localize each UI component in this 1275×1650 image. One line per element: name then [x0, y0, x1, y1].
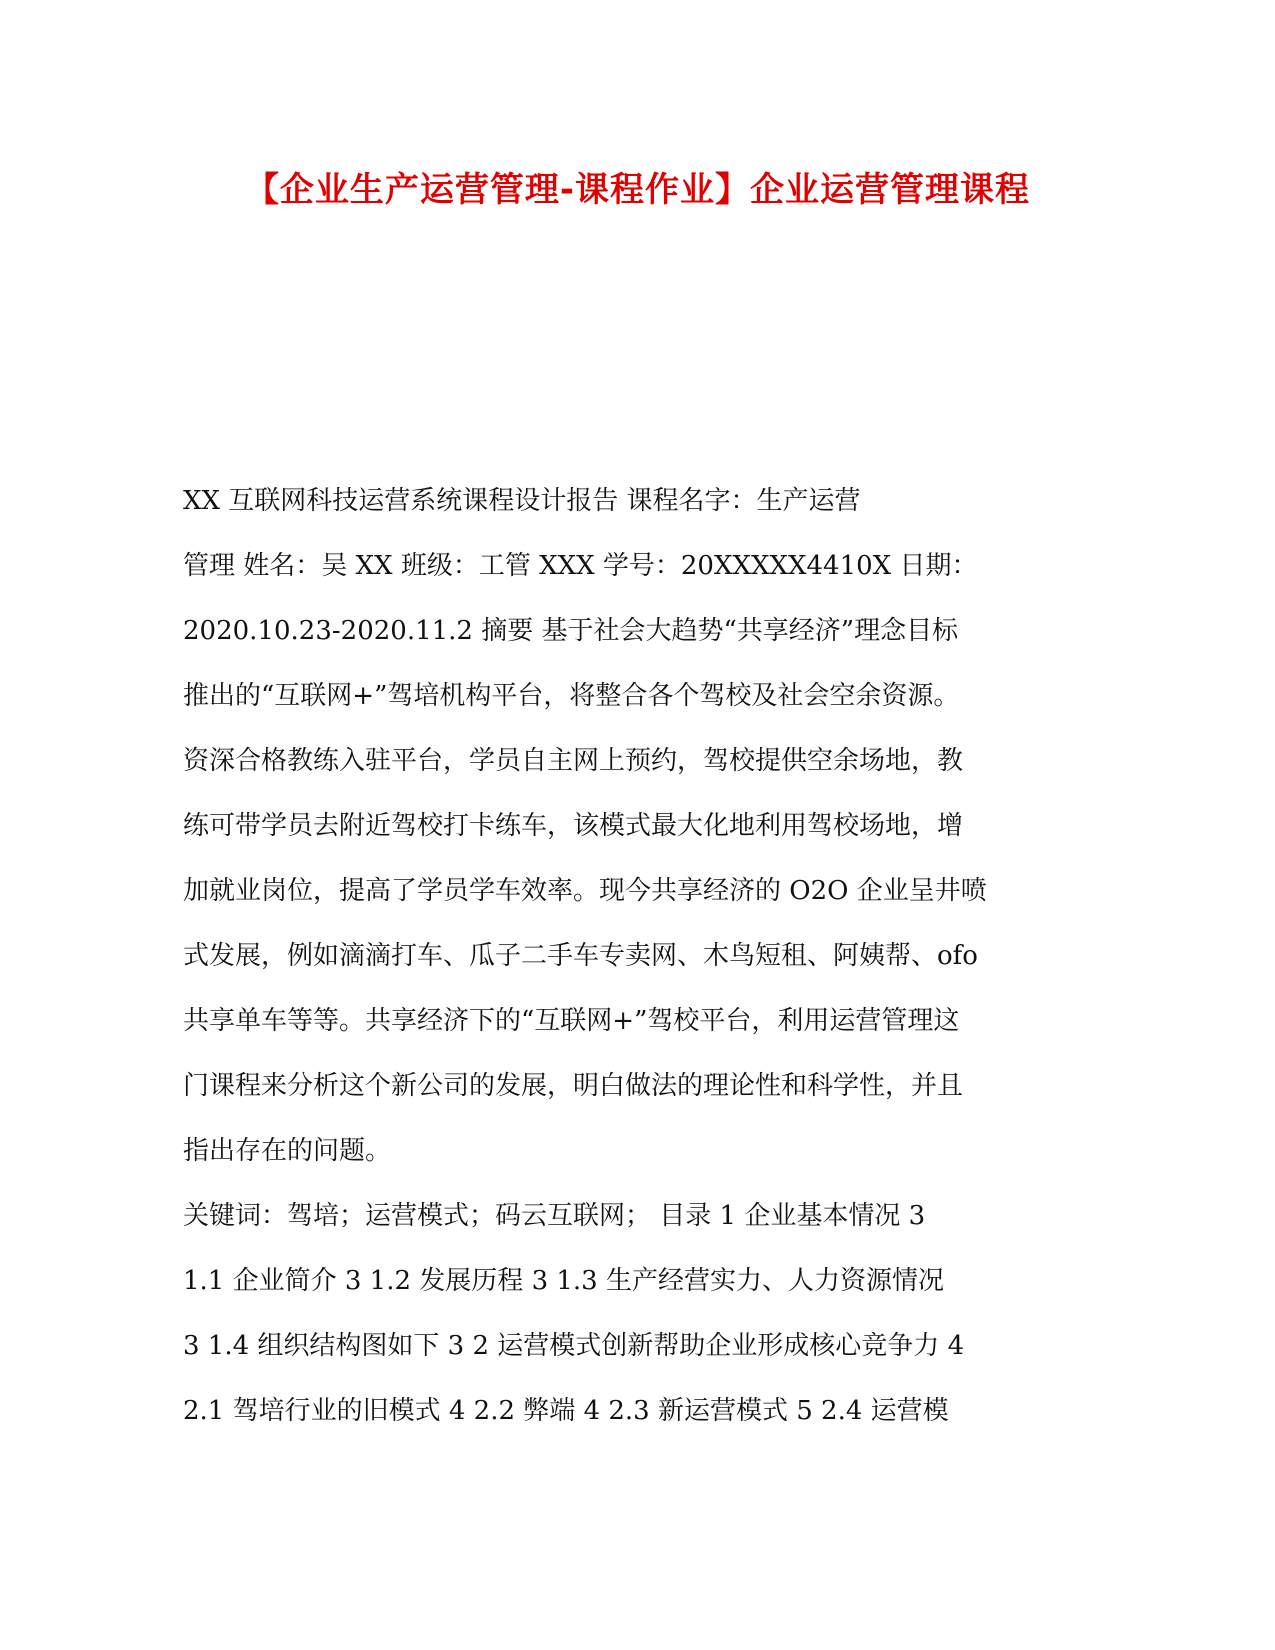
body-line-12: 关键词：驾培；运营模式；码云互联网； 目录 1 企业基本情况 3: [183, 1201, 926, 1231]
body-line-8: 式发展，例如滴滴打车、瓜子二手车专卖网、木鸟短租、阿姨帮、ofo: [183, 941, 978, 971]
body-line-1: XX 互联网科技运营系统课程设计报告 课程名字：生产运营: [183, 486, 861, 516]
body-line-13: 1.1 企业简介 3 1.2 发展历程 3 1.3 生产经营实力、人力资源情况: [183, 1266, 944, 1296]
body-line-5: 资深合格教练入驻平台，学员自主网上预约，驾校提供空余场地，教: [183, 746, 964, 776]
body-line-10: 门课程来分析这个新公司的发展，明白做法的理论性和科学性，并且: [183, 1071, 964, 1101]
body-line-9: 共享单车等等。共享经济下的“互联网+”驾校平台，利用运营管理这: [183, 1006, 960, 1036]
body-line-4: 推出的“互联网+”驾培机构平台，将整合各个驾校及社会空余资源。: [183, 681, 960, 711]
body-line-11: 指出存在的问题。: [183, 1136, 392, 1166]
body-line-2: 管理 姓名：吴 XX 班级：工管 XXX 学号：20XXXXX4410X 日期：: [183, 551, 978, 581]
document-title: 【企业生产运营管理-课程作业】企业运营管理课程: [244, 170, 1031, 210]
body-line-15: 2.1 驾培行业的旧模式 4 2.2 弊端 4 2.3 新运营模式 5 2.4 运营模: [183, 1396, 949, 1426]
body-line-3: 2020.10.23-2020.11.2 摘要 基于社会大趋势“共享经济”理念目标: [183, 616, 959, 646]
body-line-7: 加就业岗位，提高了学员学车效率。现今共享经济的 O2O 企业呈井喷: [183, 876, 987, 906]
body-line-6: 练可带学员去附近驾校打卡练车，该模式最大化地利用驾校场地，增: [183, 811, 964, 841]
body-line-14: 3 1.4 组织结构图如下 3 2 运营模式创新帮助企业形成核心竞争力 4: [183, 1331, 965, 1361]
